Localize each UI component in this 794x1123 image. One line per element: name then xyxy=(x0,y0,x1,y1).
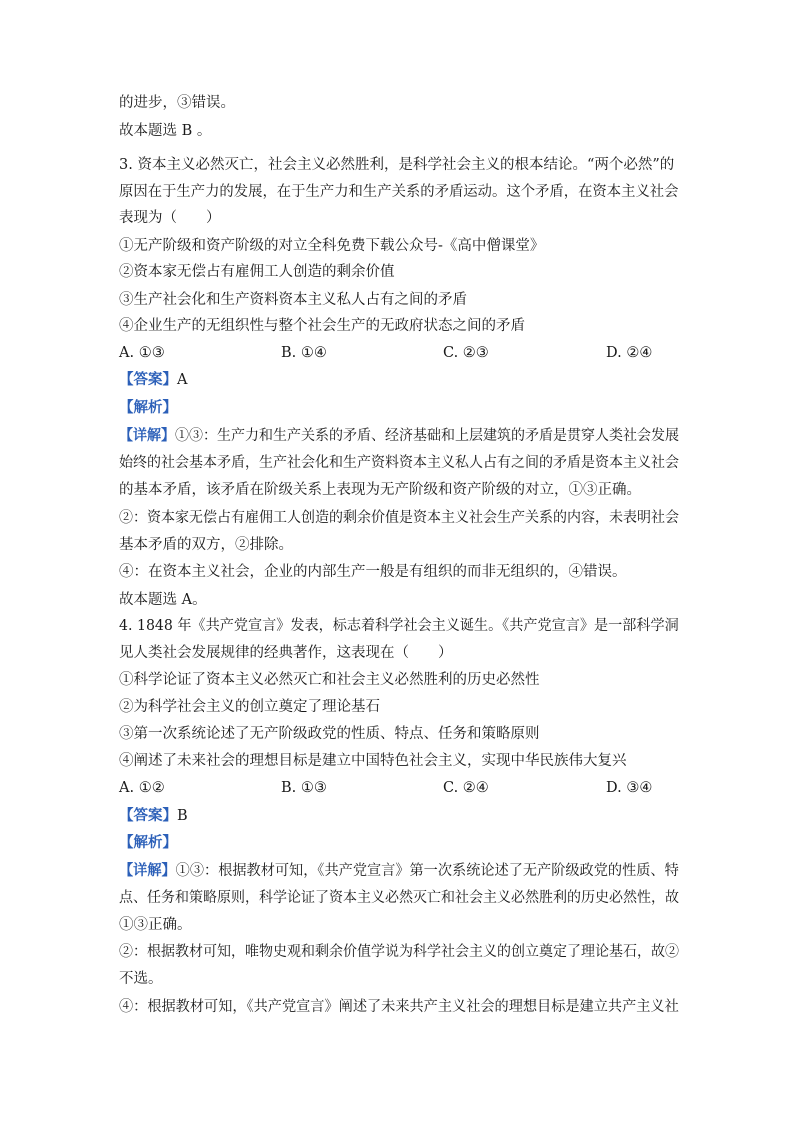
choice-c: C. ②③ xyxy=(443,345,489,361)
text-line: 不选。 xyxy=(119,971,163,987)
question-3-stem: 原因在于生产力的发展，在于生产力和生产关系的矛盾运动。这个矛盾，在资本主义社会 xyxy=(119,184,679,200)
text-line: 基本矛盾的双方，②排除。 xyxy=(119,537,293,553)
text-line: ②：资本家无偿占有雇佣工人创造的剩余价值是资本主义社会生产关系的内容，未表明社会 xyxy=(119,510,679,526)
detail-line xyxy=(119,426,679,446)
detail-tag: 【详解】 xyxy=(119,862,176,879)
question-3-stem: 3. 资本主义必然灭亡，社会主义必然胜利，是科学社会主义的根本结论。“两个必然”的 xyxy=(119,157,675,173)
question-4-option: ④阐述了未来社会的理想目标是建立中国特色社会主义，实现中华民族伟大复兴 xyxy=(119,753,627,769)
choice-d: D. ②④ xyxy=(606,345,653,361)
analysis-tag: 【解析】 xyxy=(119,399,177,416)
answer-value: A xyxy=(177,372,188,388)
text-line: ①③正确。 xyxy=(119,917,192,933)
detail-text: ①③：生产力和生产关系的矛盾、经济基础和上层建筑的矛盾是贯穿人类社会发展 xyxy=(175,428,679,444)
answer-tag: 【答案】 xyxy=(119,807,177,824)
text-line: 故本题选 B 。 xyxy=(119,123,212,139)
question-4-option: ①科学论证了资本主义必然灭亡和社会主义必然胜利的历史必然性 xyxy=(119,672,540,688)
question-3-option: ③生产社会化和生产资料资本主义私人占有之间的矛盾 xyxy=(119,292,467,308)
question-4-stem: 4. 1848 年《共产党宣言》发表，标志着科学社会主义诞生。《共产党宣言》是一部科学洞 xyxy=(119,618,679,634)
text-line: ④：根据教材可知，《共产党宣言》阐述了未来共产主义社会的理想目标是建立共产主义社 xyxy=(119,999,679,1015)
answer-tag: 【答案】 xyxy=(119,371,177,388)
analysis-line xyxy=(119,398,177,418)
question-3-option: ②资本家无偿占有雇佣工人创造的剩余价值 xyxy=(119,264,395,280)
choice-a: A. ①② xyxy=(119,780,165,796)
question-3-stem: 表现为（ ） xyxy=(119,210,221,226)
choice-d: D. ③④ xyxy=(606,780,653,796)
question-3-option: ①无产阶级和资产阶级的对立全科免费下载公众号-《高中僧课堂》 xyxy=(119,238,545,254)
answer-line xyxy=(119,806,188,826)
answer-line xyxy=(119,370,187,390)
question-4-option: ②为科学社会主义的创立奠定了理论基石 xyxy=(119,699,380,715)
text-line: 的基本矛盾，该矛盾在阶级关系上表现为无产阶级和资产阶级的对立，①③正确。 xyxy=(119,482,641,498)
choice-b: B. ①④ xyxy=(281,345,327,361)
text-line: 故本题选 A。 xyxy=(119,592,207,608)
text-line: 点、任务和策略原则，科学论证了资本主义必然灭亡和社会主义必然胜利的历史必然性，故 xyxy=(119,890,679,906)
question-3-option: ④企业生产的无组织性与整个社会生产的无政府状态之间的矛盾 xyxy=(119,318,525,334)
text-line: ④：在资本主义社会，企业的内部生产一般是有组织的而非无组织的，④错误。 xyxy=(119,564,627,580)
analysis-tag: 【解析】 xyxy=(119,834,177,851)
question-4-stem: 见人类社会发展规律的经典著作，这表现在（ ） xyxy=(119,645,453,661)
detail-text: ①③：根据教材可知，《共产党宣言》第一次系统论述了无产阶级政党的性质、特 xyxy=(175,863,679,879)
text-line: ②：根据教材可知，唯物史观和剩余价值学说为科学社会主义的创立奠定了理论基石，故② xyxy=(119,944,679,960)
text-line: 始终的社会基本矛盾，生产社会化和生产资料资本主义私人占有之间的矛盾是资本主义社会 xyxy=(119,455,679,471)
analysis-line xyxy=(119,833,177,853)
text-line: 的进步，③错误。 xyxy=(119,95,235,111)
detail-tag: 【详解】 xyxy=(119,427,175,444)
detail-line xyxy=(119,861,679,881)
choice-c: C. ②④ xyxy=(443,780,489,796)
answer-value: B xyxy=(177,808,188,824)
choice-a: A. ①③ xyxy=(119,345,165,361)
question-4-option: ③第一次系统论述了无产阶级政党的性质、特点、任务和策略原则 xyxy=(119,726,540,742)
choice-b: B. ①③ xyxy=(281,780,327,796)
